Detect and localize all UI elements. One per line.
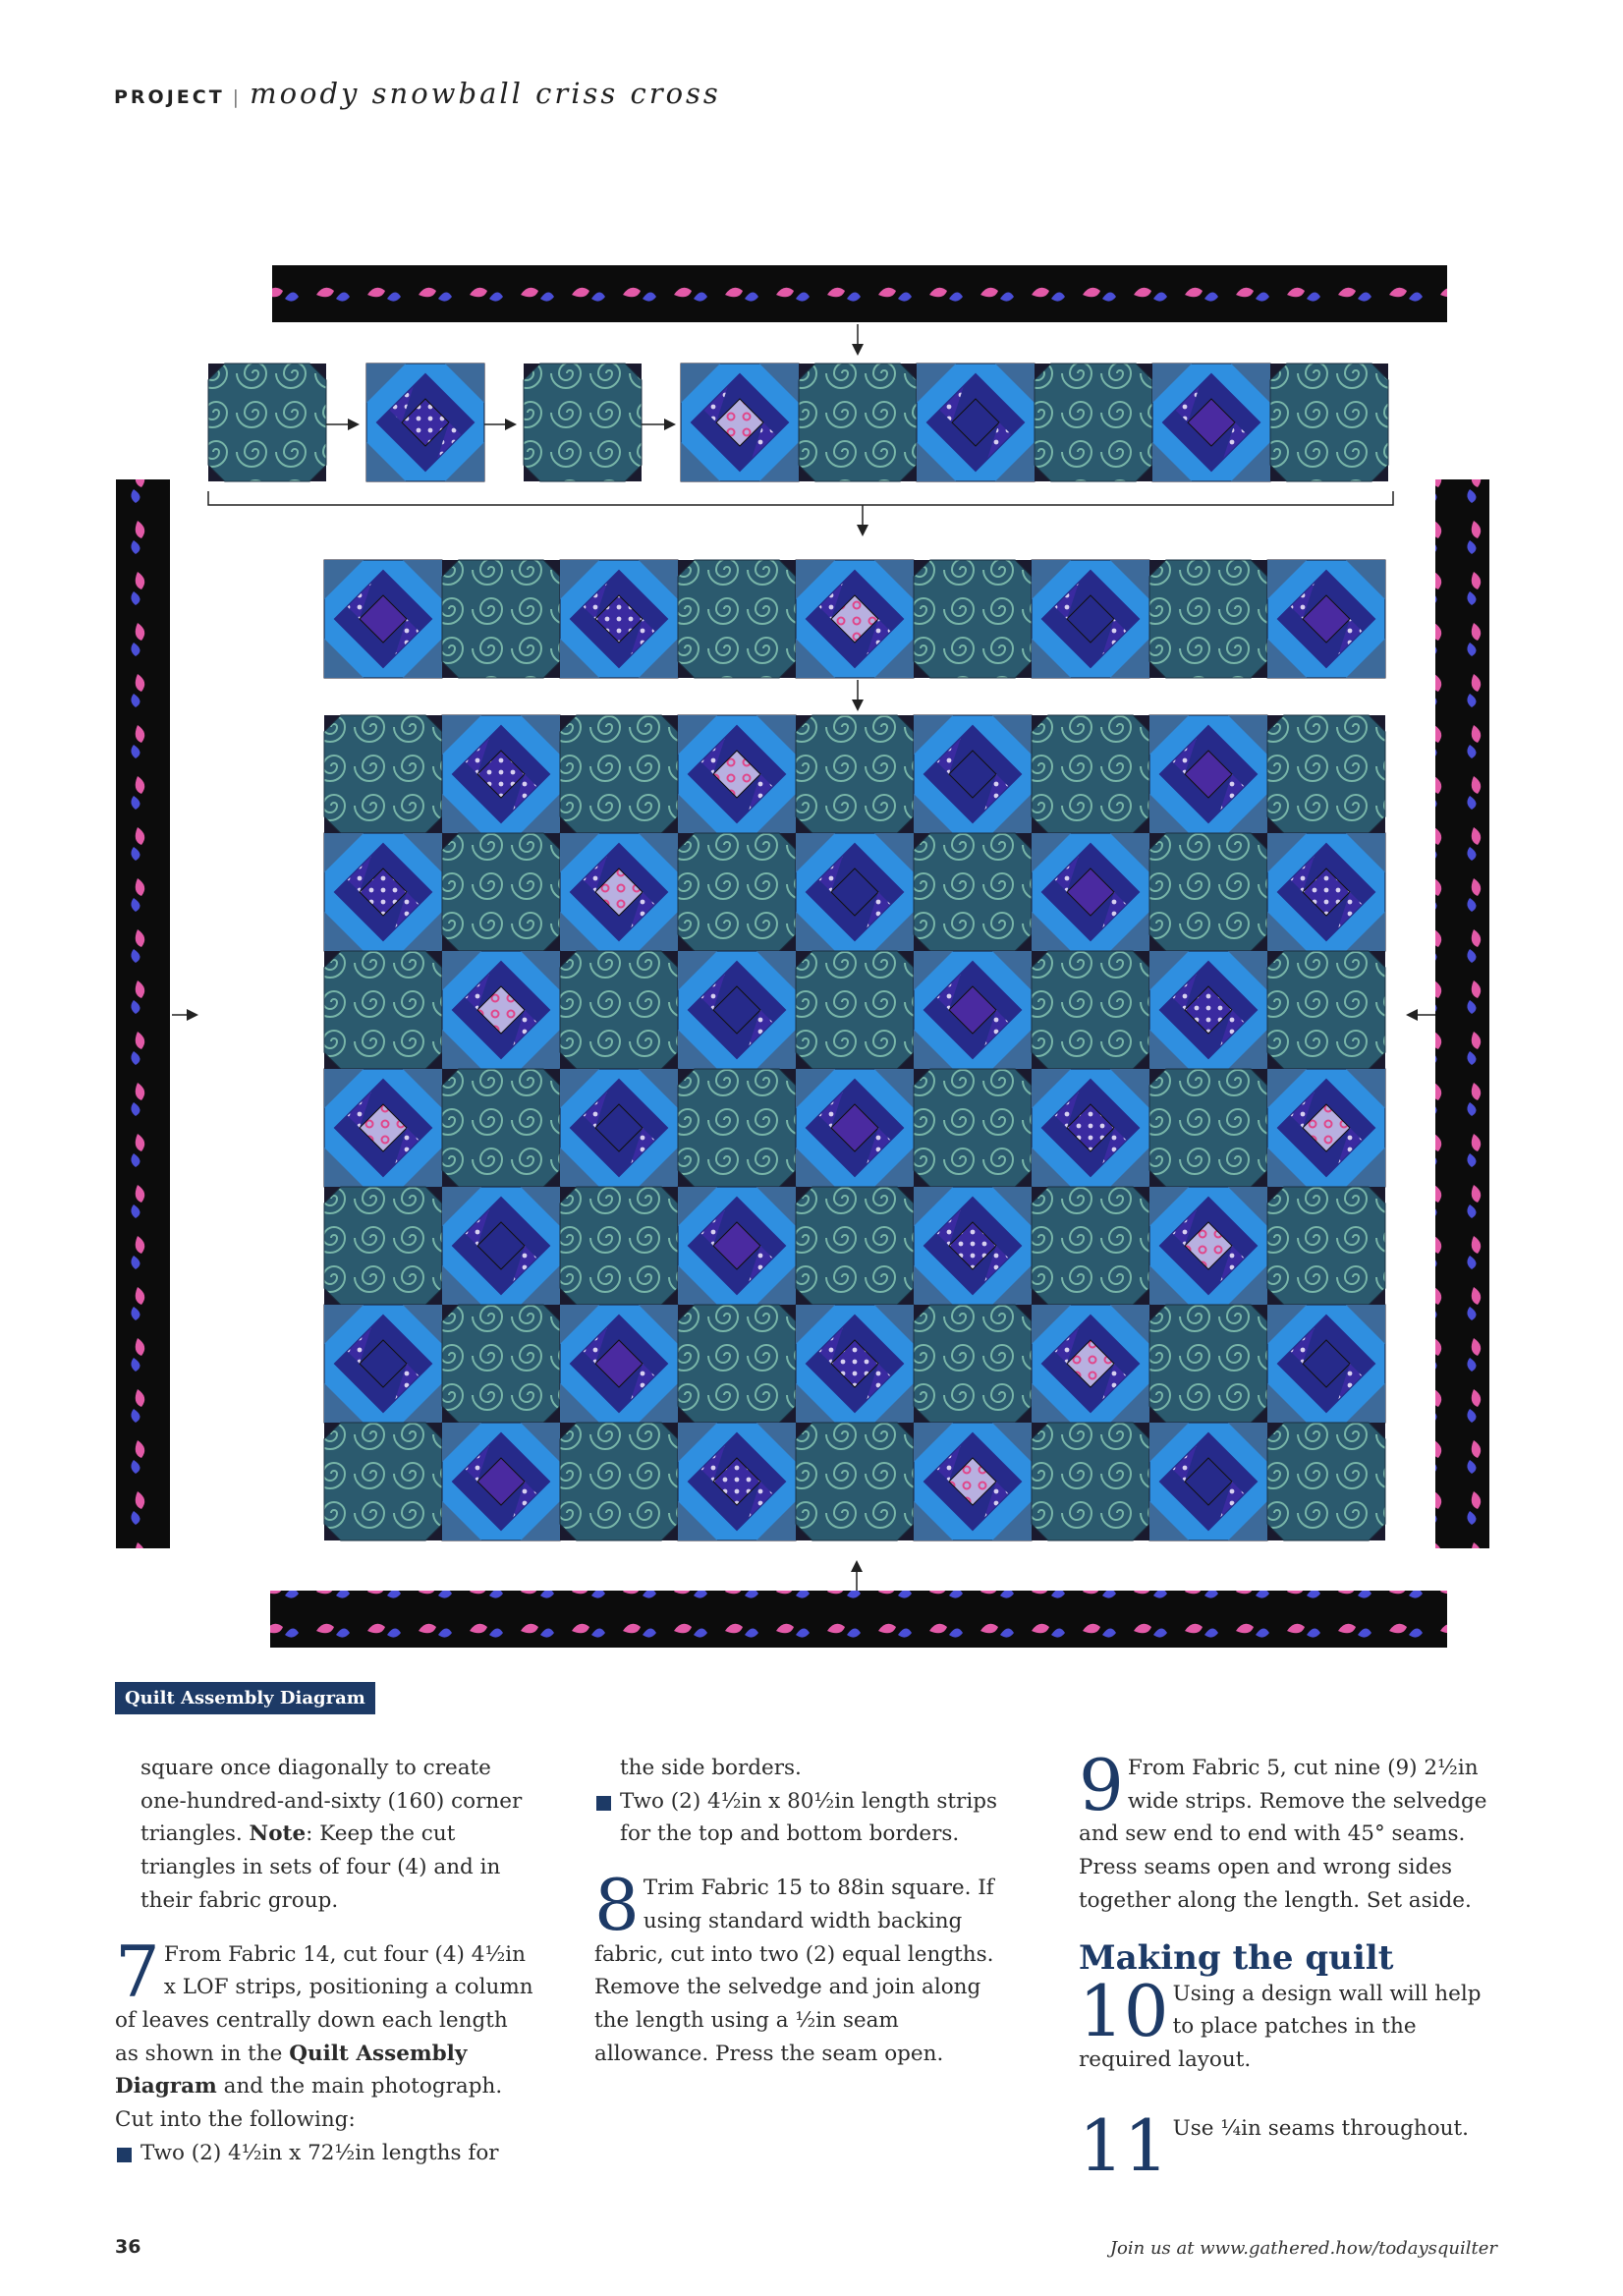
text-span: square once diagonally to create one-hundred-and-sixty (160) corner triangles. — [140, 1756, 523, 1847]
text-span: Using a design wall will help to place patches in the required layout. — [1079, 1981, 1482, 2072]
snowball-face — [560, 715, 678, 833]
snowball-face — [1267, 715, 1385, 833]
snowball-face — [1267, 951, 1385, 1069]
left-border-strip — [116, 479, 170, 1548]
snowball-face — [914, 1069, 1032, 1187]
bullet-item: Two (2) 4½in x 80½in length strips for the top and bottom borders. — [594, 1785, 1017, 1851]
footer-url: Join us at www.gathered.how/todaysquilter — [1109, 2238, 1497, 2259]
snowball-face — [442, 1305, 560, 1423]
step-number: 9 — [1079, 1744, 1124, 1826]
snowball-face — [324, 1187, 442, 1305]
text-span: Use ¼in seams throughout. — [1172, 2115, 1469, 2141]
snowball-face — [678, 560, 796, 678]
step-8 — [594, 1864, 1017, 2070]
step-11 — [1079, 2103, 1501, 2187]
snowball-face — [1267, 1187, 1385, 1305]
text-column-2 — [594, 1752, 1017, 2070]
snowball-face — [1032, 715, 1149, 833]
text-span: Trim Fabric 15 to 88in square. If using standard width backing fabric, cut into two (2) equal lengths. Remove the selvedge and join along the length using a ½in seam allowance. Press the seam open. — [594, 1876, 994, 2066]
snowball-face — [1149, 1305, 1267, 1423]
grouping-bracket — [208, 491, 1393, 505]
snowball-face — [324, 1423, 442, 1540]
snowball-face — [208, 364, 326, 481]
snowball-face — [914, 560, 1032, 678]
bullet-continuation: the side borders. — [620, 1756, 802, 1780]
snowball-face — [914, 833, 1032, 951]
snowball-face — [324, 951, 442, 1069]
bottom-border-strip — [270, 1591, 1447, 1648]
step-9 — [1079, 1744, 1501, 1918]
text-span: and the main photograph. Cut into the following: — [115, 2074, 503, 2133]
snowball-face — [796, 1423, 914, 1540]
snowball-face — [442, 1069, 560, 1187]
text-column-1 — [115, 1752, 537, 2169]
snowball-face — [560, 951, 678, 1069]
snowball-face — [324, 715, 442, 833]
snowball-face — [1149, 1069, 1267, 1187]
snowball-face — [678, 1069, 796, 1187]
snowball-face — [560, 1187, 678, 1305]
paragraph-corner-triangles — [115, 1752, 537, 1918]
text-column-3 — [1079, 1744, 1501, 2187]
snowball-face — [1149, 833, 1267, 951]
step-10 — [1079, 1969, 1501, 2077]
note-label: Note — [249, 1821, 307, 1847]
step-number: 8 — [594, 1864, 640, 1947]
snowball-face — [796, 1187, 914, 1305]
snowball-face — [796, 715, 914, 833]
snowball-face — [1032, 951, 1149, 1069]
snowball-face — [799, 364, 917, 481]
snowball-face — [1149, 560, 1267, 678]
header-separator: | — [232, 86, 243, 108]
text-span: From Fabric 14, cut four (4) 4½in x LOF strips, positioning a column of leaves centrally down each length as shown in the — [115, 1941, 533, 2066]
project-title: moody snowball criss cross — [250, 77, 721, 110]
snowball-face — [678, 1305, 796, 1423]
snowball-face — [442, 833, 560, 951]
page-number: 36 — [115, 2236, 141, 2258]
snowball-face — [1270, 364, 1388, 481]
bold-reference: Quilt Assembly Diagram — [115, 2041, 468, 2100]
snowball-face — [796, 951, 914, 1069]
step-number: 7 — [115, 1930, 160, 2013]
section-label: PROJECT — [114, 86, 225, 108]
diagram-caption: Quilt Assembly Diagram — [115, 1682, 375, 1714]
snowball-face — [524, 364, 642, 481]
snowball-face — [442, 560, 560, 678]
step-number: 11 — [1079, 2103, 1169, 2187]
right-border-strip — [1435, 479, 1489, 1548]
text-span: From Fabric 5, cut nine (9) 2½in wide strips. Remove the selvedge and sew end to end with 45° seams. Press seams open and wrong sides together along the length. Set aside. — [1079, 1756, 1487, 1913]
section-heading: Making the quilt — [1079, 1937, 1394, 1978]
step-number: 10 — [1079, 1969, 1169, 2052]
snowball-face — [1032, 1423, 1149, 1540]
text-span: : Keep the cut triangles in sets of four (4) and in their fabric group. — [140, 1821, 501, 1913]
step-7 — [115, 1930, 537, 2137]
snowball-face — [678, 833, 796, 951]
snowball-face — [1035, 364, 1152, 481]
snowball-face — [1032, 1187, 1149, 1305]
snowball-face — [560, 1423, 678, 1540]
snowball-face — [1267, 1423, 1385, 1540]
snowball-face — [914, 1305, 1032, 1423]
bullet-item: Two (2) 4½in x 72½in lengths for — [115, 2137, 537, 2170]
top-border-strip — [272, 265, 1447, 322]
